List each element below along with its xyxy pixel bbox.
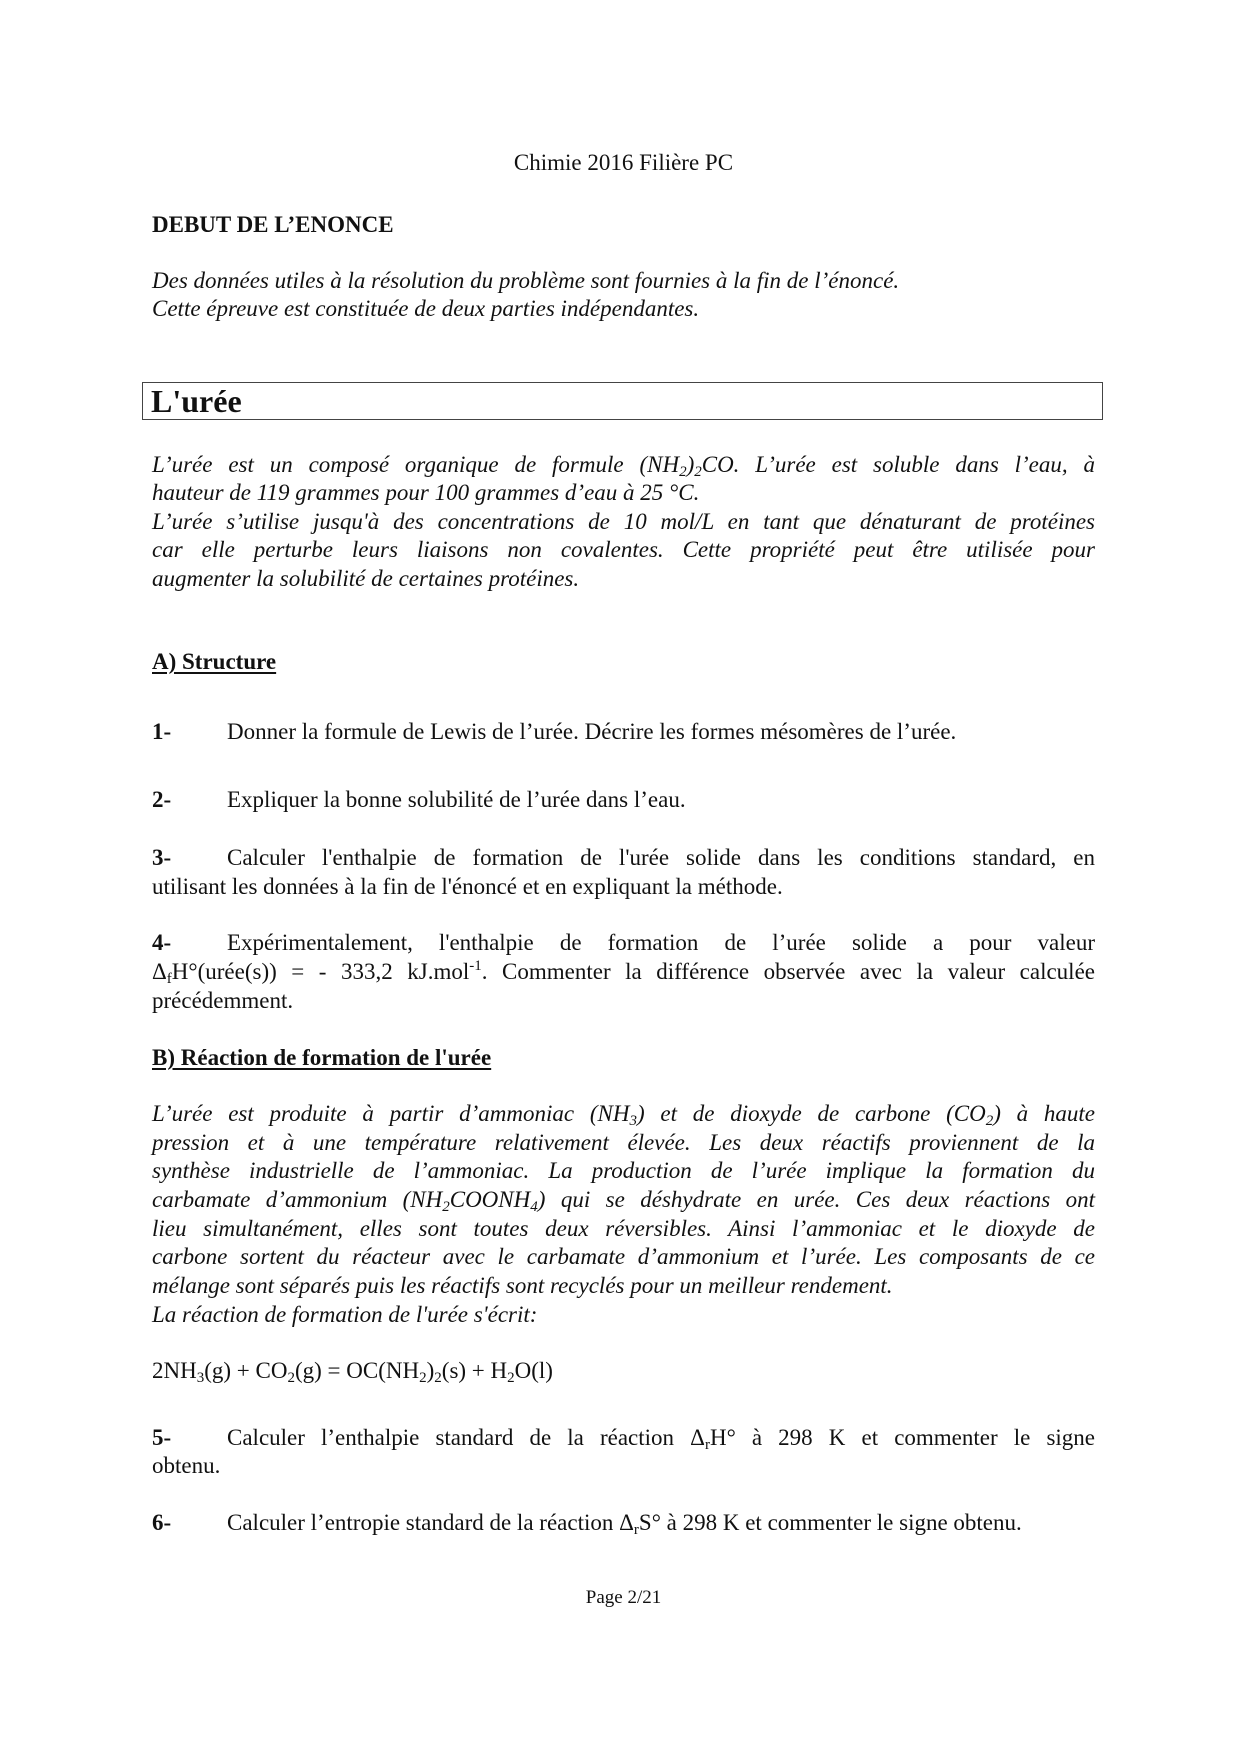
part-a-heading: A) Structure: [152, 649, 277, 674]
question-4-line-3: précédemment.: [152, 988, 294, 1013]
question-1-text: Donner la formule de Lewis de l’urée. Décrire les formes mésomères de l’urée.: [227, 719, 957, 744]
section-title: L'urée: [151, 383, 242, 419]
question-4-number: 4-: [152, 930, 172, 955]
part-b-paragraph-line-5: lieu simultanément, elles sont toutes deux réversibles. Ainsi l’ammoniac et le dioxyde de: [152, 1216, 1095, 1241]
part-b-paragraph-line-2: pression et à une température relativement élevée. Les deux réactifs proviennent de la: [152, 1130, 1095, 1155]
page-header-title: Chimie 2016 Filière PC: [513, 150, 734, 175]
intro-line-2: Cette épreuve est constituée de deux parties indépendantes.: [152, 296, 700, 321]
part-b-paragraph-line-7: mélange sont séparés puis les réactifs sont recyclés pour un meilleur rendement.: [152, 1273, 893, 1298]
question-5-number: 5-: [152, 1425, 172, 1450]
part-b-paragraph-line-3: synthèse industrielle de l’ammoniac. La production de l’urée implique la formation du: [152, 1158, 1095, 1183]
part-b-paragraph-line-1: L’urée est produite à partir d’ammoniac $(NH_3)$ et de dioxyde de carbone $(CO_2)$ à haute: [152, 1101, 1095, 1129]
question-6: 6- Calculer l’entropie standard de la réaction $\Delta_rS^\circ$ à 298 K et commenter le signe obtenu.: [152, 1510, 1022, 1538]
question-5-line-2: obtenu.: [152, 1453, 221, 1478]
question-4-line-2: $\Delta_fH^\circ(urée(s))$ = - 333,2 kJ.mol$^{-1}$. Commenter la différence observée avec la valeur calculée: [152, 958, 1095, 987]
question-2: [152, 785, 1095, 814]
part-b-heading: B) Réaction de formation de l'urée: [152, 1045, 492, 1070]
intro-heading: DEBUT DE L’ENONCE: [152, 212, 394, 237]
description-line-1: L’urée est un composé organique de formule $(NH_2)_2CO$. L’urée est soluble dans l’eau, à: [152, 452, 1095, 480]
question-3-line-1: 3- Calculer l'enthalpie de formation de l'urée solide dans les conditions standard, en: [152, 845, 1095, 870]
question-3-number: 3-: [152, 845, 172, 870]
description-line-2: hauteur de 119 grammes pour 100 grammes d’eau à 25 °C.: [152, 480, 700, 505]
part-b-paragraph-line-6: carbone sortent du réacteur avec le carbamate d’ammonium et l’urée. Les composants de ce: [152, 1244, 1095, 1269]
question-1: [152, 717, 1095, 746]
question-2-number: 2-: [152, 787, 172, 812]
question-3-line-2: utilisant les données à la fin de l'énoncé et en expliquant la méthode.: [152, 874, 783, 899]
part-b-paragraph-line-4: carbamate d’ammonium $(NH_2COONH_4)$ qui se déshydrate en urée. Ces deux réactions ont: [152, 1187, 1096, 1215]
description-line-5: augmenter la solubilité de certaines protéines.: [152, 566, 580, 591]
question-4-line-1: 4- Expérimentalement, l'enthalpie de formation de l’urée solide a pour valeur: [152, 930, 1095, 955]
description-line-4: car elle perturbe leurs liaisons non covalentes. Cette propriété peut être utilisée pour: [152, 537, 1095, 562]
question-5-line-1: 5- Calculer l’enthalpie standard de la réaction $\Delta_rH^\circ$ à 298 K et commenter le signe: [152, 1425, 1095, 1453]
description-line-3: L’urée s’utilise jusqu'à des concentrations de 10 mol/L en tant que dénaturant de protéines: [152, 509, 1095, 534]
question-1-number: 1-: [152, 719, 172, 744]
section-title-box: [142, 382, 1103, 420]
document-page: [152, 0, 1095, 1754]
part-b-paragraph-line-8: La réaction de formation de l'urée s'écrit:: [152, 1302, 538, 1327]
question-6-number: 6-: [152, 1510, 172, 1535]
page-number: Page 2/21: [585, 1587, 662, 1608]
question-2-text: Expliquer la bonne solubilité de l’urée dans l’eau.: [227, 787, 686, 812]
intro-line-1: Des données utiles à la résolution du problème sont fournies à la fin de l’énoncé.: [152, 268, 900, 293]
reaction-equation: $2NH_3(g) + CO_2(g) = OC(NH_2)_2(s) + H_2O(l)$: [152, 1358, 553, 1386]
